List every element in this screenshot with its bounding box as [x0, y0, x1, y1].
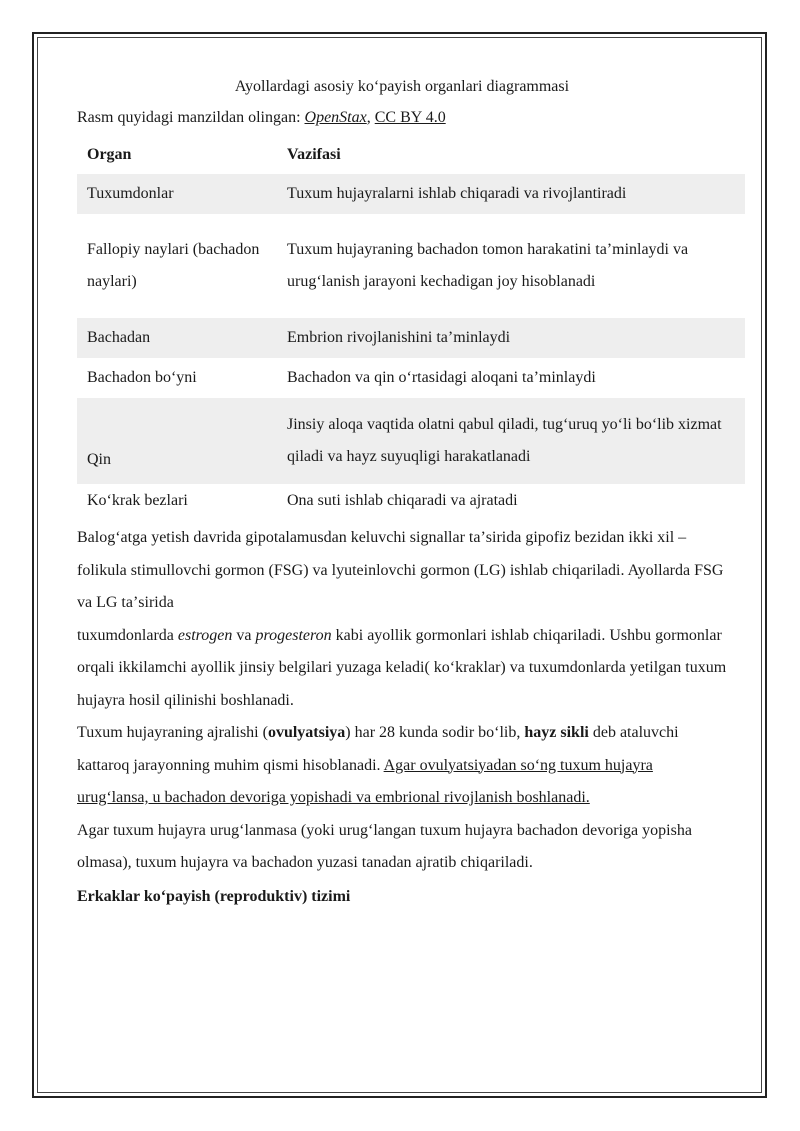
organ-cell: Qin [77, 398, 277, 484]
header-function: Vazifasi [287, 146, 341, 163]
paragraph-hormones: Balogʻatga yetish davrida gipotalamusdan keluvchi signallar taʼsirida gipofiz bezidan ikki xil – folikula stimullovchi gormon (FSG) va lyuteinlovchi gormon (LG) ishlab chiqariladi. Ayollarda FSG va LG taʼsirida tuxumdonlarda estrogen va progesteron kabi ayollik gormonlari ishlab chiqariladi. Ushbu gormonlar orqali ikkilamchi ayollik jinsiy belgilari yuzaga keladi( koʻkraklar) va tuxumdonlarda yetilgan tuxum hujayra hosil qilinishi boshlanadi. [77, 529, 727, 709]
paragraph-menstruation: Agar tuxum hujayra urugʻlanmasa (yoki urugʻlangan tuxum hujayra bachadon devoriga yopisha olmasa), tuxum hujayra va bachadon yuzasi tanadan ajratib chiqariladi. [77, 821, 692, 871]
function-cell: Tuxum hujayraning bachadon tomon harakatini taʼminlaydi va urugʻlanish jarayoni kechadigan joy hisoblanadi [287, 241, 689, 290]
source-prefix: Rasm quyidagi manzildan olingan: [77, 109, 305, 126]
table-row [77, 398, 745, 484]
organ-cell: Tuxumdonlar [77, 174, 277, 214]
source-line [77, 102, 727, 134]
header-organ: Organ [87, 146, 132, 163]
organ-cell: Bachadon boʻyni [87, 369, 197, 386]
document-body [77, 72, 727, 914]
function-cell: Ona suti ishlab chiqaradi va ajratadi [287, 492, 518, 509]
organ-cell: Bachadan [77, 318, 277, 358]
source-separator: , [366, 109, 375, 126]
underlined-sentence: Agar ovulyatsiyadan soʻng tuxum hujayra urugʻlansa, u bachadon devoriga yopishadi va embrional rivojlanish boshlanadi. [77, 756, 653, 806]
term-estrogen: estrogen [177, 626, 233, 644]
organ-cell: Fallopiy naylari (bachadon naylari) [87, 241, 260, 290]
openstax-link[interactable]: OpenStax [304, 109, 367, 126]
table-row [77, 214, 745, 318]
function-cell: Jinsiy aloqa vaqtida olatni qabul qiladi, tugʻuruq yoʻli boʻlib xizmat qiladi va hayz suyuqligi harakatlanadi [277, 398, 745, 484]
function-cell: Tuxum hujayralarni ishlab chiqaradi va rivojlantiradi [277, 174, 745, 214]
term-ovulyatsiya: ovulyatsiya [267, 724, 346, 741]
function-cell: Bachadon va qin oʻrtasidagi aloqani taʼminlaydi [287, 369, 596, 386]
term-progesteron: progesteron [255, 626, 332, 644]
table-row [77, 318, 745, 358]
table-row [77, 484, 745, 518]
paragraph-ovulation: Tuxum hujayraning ajralishi (ovulyatsiya) har 28 kunda sodir boʻlib, hayz sikli deb ataluvchi kattaroq jarayonning muhim qismi hisoblanadi. Agar ovulyatsiyadan soʻng tuxum hujayra urugʻlansa, u bachadon devoriga yopishadi va embrional rivojlanish boshlanadi. [77, 724, 679, 806]
organs-table [77, 136, 745, 518]
table-row [77, 358, 745, 398]
license-link[interactable]: CC BY 4.0 [374, 109, 446, 126]
term-hayz-sikli: hayz sikli [524, 724, 589, 741]
document-title: Ayollardagi asosiy koʻpayish organlari diagrammasi [234, 78, 570, 95]
section-heading: Erkaklar koʻpayish (reproduktiv) tizimi [77, 887, 351, 905]
table-row [77, 174, 745, 214]
function-cell: Embrion rivojlanishini taʼminlaydi [277, 318, 745, 358]
organ-cell: Koʻkrak bezlari [87, 492, 188, 509]
table-header-row [77, 136, 745, 174]
